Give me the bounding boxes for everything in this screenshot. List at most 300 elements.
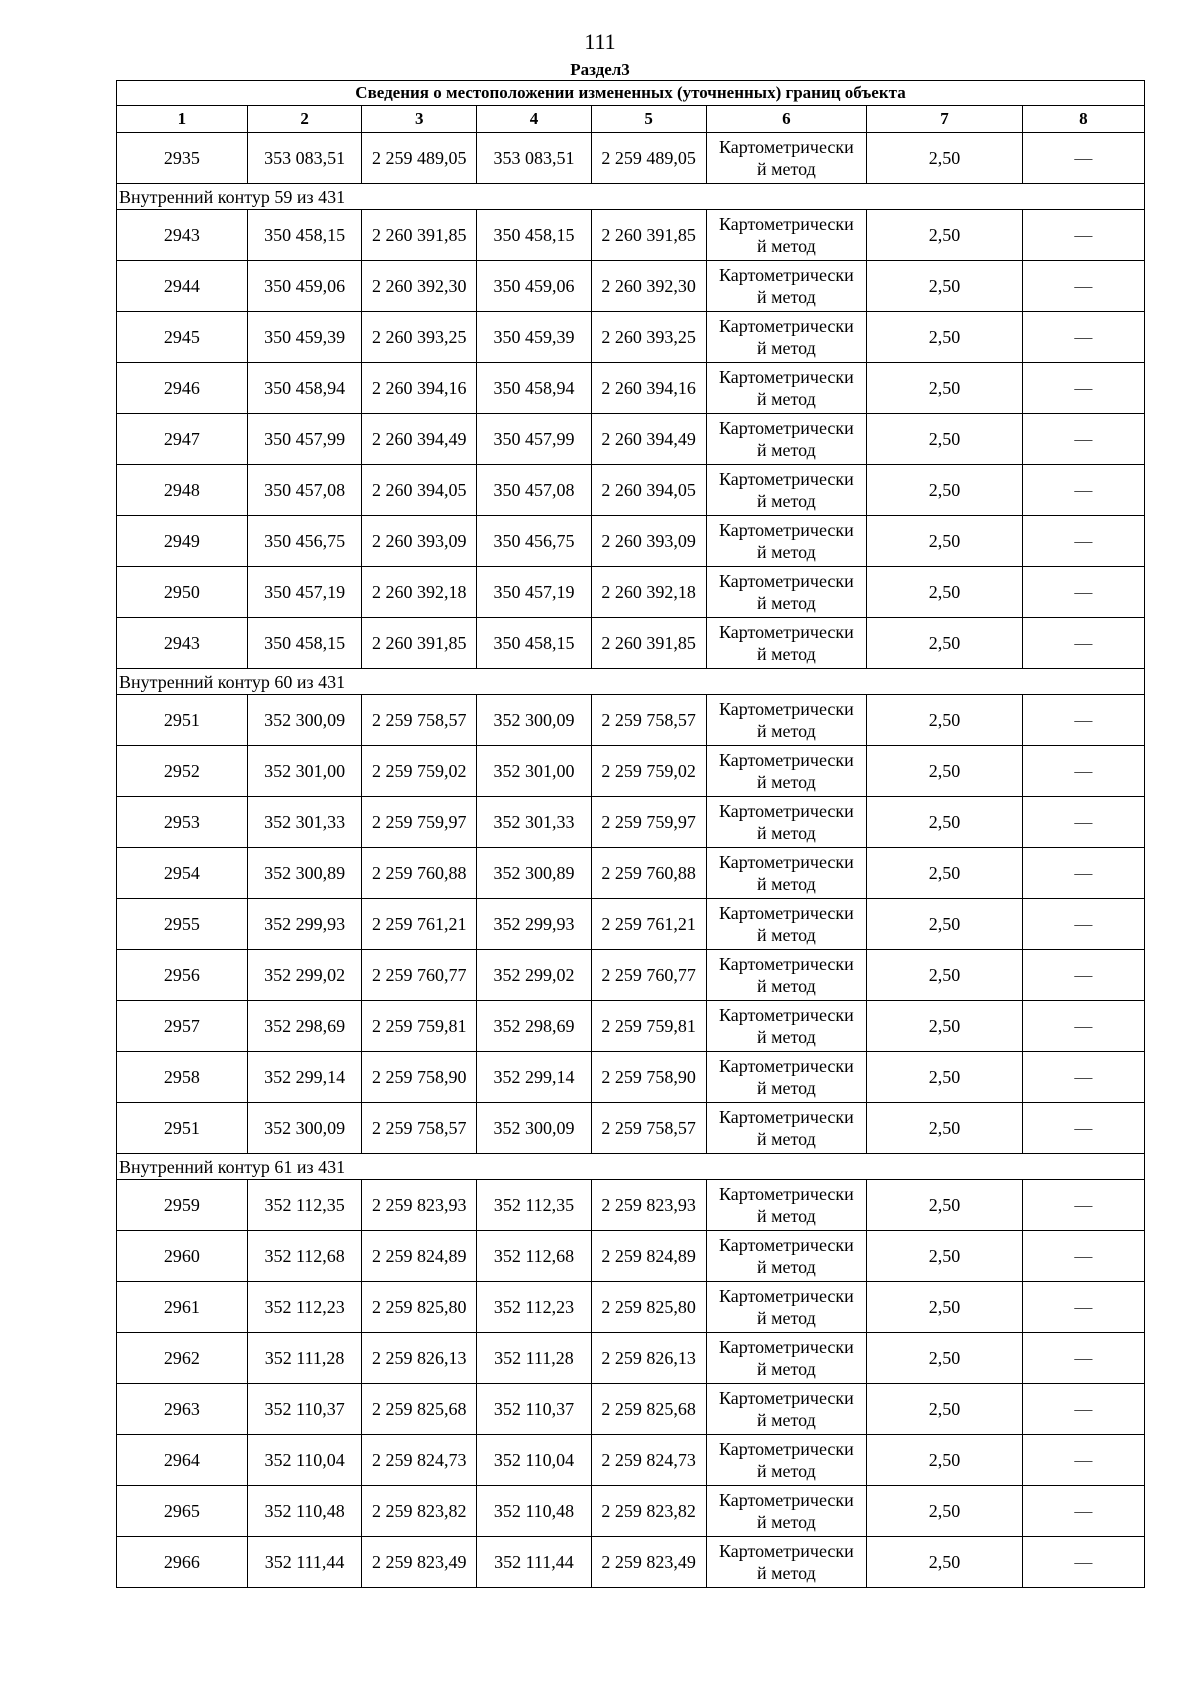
y-updated-cell: 2 259 758,57 [591, 695, 706, 746]
y-updated-cell: 2 259 489,05 [591, 133, 706, 184]
x-updated-cell: 350 457,19 [477, 567, 592, 618]
accuracy-cell: 2,50 [867, 1103, 1022, 1154]
section-title: Раздел3 [570, 60, 630, 79]
y-existing-cell: 2 259 825,80 [362, 1282, 477, 1333]
y-updated-cell: 2 259 758,57 [591, 1103, 706, 1154]
contour-header-row [117, 1154, 1145, 1180]
method-line-2: й метод [757, 1461, 816, 1481]
x-existing-cell: 352 112,35 [247, 1180, 362, 1231]
method-line-1: Картометрически [719, 1337, 854, 1357]
accuracy-cell: 2,50 [867, 363, 1022, 414]
method-line-1: Картометрически [719, 1184, 854, 1204]
y-updated-cell: 2 260 394,05 [591, 465, 706, 516]
y-updated-cell: 2 259 825,80 [591, 1282, 706, 1333]
x-updated-cell: 350 458,94 [477, 363, 592, 414]
y-updated-cell: 2 259 823,82 [591, 1486, 706, 1537]
y-existing-cell: 2 259 823,93 [362, 1180, 477, 1231]
x-updated-cell: 350 459,39 [477, 312, 592, 363]
note-cell: — [1022, 1486, 1144, 1537]
accuracy-cell: 2,50 [867, 516, 1022, 567]
note-cell: — [1022, 848, 1144, 899]
x-updated-cell: 352 112,23 [477, 1282, 592, 1333]
y-existing-cell: 2 260 392,18 [362, 567, 477, 618]
accuracy-cell: 2,50 [867, 210, 1022, 261]
method-line-1: Картометрически [719, 265, 854, 285]
method-line-1: Картометрически [719, 1056, 854, 1076]
accuracy-cell: 2,50 [867, 618, 1022, 669]
method-line-2: й метод [757, 159, 816, 179]
point-number-cell: 2945 [117, 312, 248, 363]
method-line-1: Картометрически [719, 137, 854, 157]
point-number-cell: 2963 [117, 1384, 248, 1435]
table-row [117, 797, 1145, 848]
table-row [117, 618, 1145, 669]
point-number-cell: 2959 [117, 1180, 248, 1231]
note-cell: — [1022, 210, 1144, 261]
table-row [117, 1231, 1145, 1282]
y-existing-cell: 2 259 759,97 [362, 797, 477, 848]
y-updated-cell: 2 260 391,85 [591, 618, 706, 669]
column-number: 1 [117, 106, 248, 133]
table-row [117, 210, 1145, 261]
x-updated-cell: 353 083,51 [477, 133, 592, 184]
y-existing-cell: 2 259 760,88 [362, 848, 477, 899]
point-number-cell: 2958 [117, 1052, 248, 1103]
y-existing-cell: 2 259 760,77 [362, 950, 477, 1001]
point-number-cell: 2965 [117, 1486, 248, 1537]
table-row [117, 261, 1145, 312]
method-line-2: й метод [757, 1308, 816, 1328]
table-row [117, 1282, 1145, 1333]
x-updated-cell: 350 458,15 [477, 618, 592, 669]
y-updated-cell: 2 259 824,89 [591, 1231, 706, 1282]
method-cell [706, 465, 867, 516]
method-cell [706, 1486, 867, 1537]
accuracy-cell: 2,50 [867, 1384, 1022, 1435]
y-existing-cell: 2 260 394,05 [362, 465, 477, 516]
accuracy-cell: 2,50 [867, 312, 1022, 363]
table-row [117, 1052, 1145, 1103]
note-cell: — [1022, 261, 1144, 312]
accuracy-cell: 2,50 [867, 133, 1022, 184]
x-updated-cell: 352 110,04 [477, 1435, 592, 1486]
y-updated-cell: 2 259 759,97 [591, 797, 706, 848]
table-row [117, 516, 1145, 567]
point-number-cell: 2951 [117, 1103, 248, 1154]
table-body [117, 81, 1145, 1588]
x-existing-cell: 350 458,15 [247, 210, 362, 261]
method-cell [706, 261, 867, 312]
accuracy-cell: 2,50 [867, 797, 1022, 848]
x-updated-cell: 350 458,15 [477, 210, 592, 261]
column-number-row [117, 106, 1145, 133]
point-number-cell: 2952 [117, 746, 248, 797]
table-row [117, 1103, 1145, 1154]
column-number: 5 [591, 106, 706, 133]
column-number: 6 [706, 106, 867, 133]
note-cell: — [1022, 695, 1144, 746]
note-cell: — [1022, 797, 1144, 848]
method-line-2: й метод [757, 440, 816, 460]
accuracy-cell: 2,50 [867, 1486, 1022, 1537]
table-row [117, 414, 1145, 465]
y-existing-cell: 2 259 824,89 [362, 1231, 477, 1282]
x-existing-cell: 352 111,28 [247, 1333, 362, 1384]
method-line-1: Картометрически [719, 367, 854, 387]
method-line-1: Картометрически [719, 214, 854, 234]
y-updated-cell: 2 259 823,93 [591, 1180, 706, 1231]
point-number-cell: 2964 [117, 1435, 248, 1486]
y-existing-cell: 2 259 489,05 [362, 133, 477, 184]
x-existing-cell: 350 457,99 [247, 414, 362, 465]
method-cell [706, 1333, 867, 1384]
y-updated-cell: 2 260 393,09 [591, 516, 706, 567]
note-cell: — [1022, 312, 1144, 363]
method-line-1: Картометрически [719, 1286, 854, 1306]
method-cell [706, 746, 867, 797]
method-cell [706, 1384, 867, 1435]
column-number: 3 [362, 106, 477, 133]
y-existing-cell: 2 259 759,81 [362, 1001, 477, 1052]
table-row [117, 1180, 1145, 1231]
table-caption: Сведения о местоположении измененных (уточненных) границ объекта [117, 81, 1145, 106]
x-updated-cell: 350 457,08 [477, 465, 592, 516]
x-updated-cell: 352 111,44 [477, 1537, 592, 1588]
point-number-cell: 2944 [117, 261, 248, 312]
x-updated-cell: 352 301,33 [477, 797, 592, 848]
point-number-cell: 2962 [117, 1333, 248, 1384]
y-updated-cell: 2 259 760,77 [591, 950, 706, 1001]
accuracy-cell: 2,50 [867, 1333, 1022, 1384]
table-row [117, 312, 1145, 363]
method-line-1: Картометрически [719, 852, 854, 872]
method-cell [706, 1282, 867, 1333]
x-existing-cell: 352 300,09 [247, 1103, 362, 1154]
method-cell [706, 848, 867, 899]
method-cell [706, 950, 867, 1001]
note-cell: — [1022, 133, 1144, 184]
method-line-2: й метод [757, 491, 816, 511]
note-cell: — [1022, 465, 1144, 516]
x-existing-cell: 352 110,48 [247, 1486, 362, 1537]
method-line-1: Картометрически [719, 1107, 854, 1127]
method-cell [706, 1103, 867, 1154]
method-line-2: й метод [757, 542, 816, 562]
method-line-2: й метод [757, 925, 816, 945]
method-line-1: Картометрически [719, 1005, 854, 1025]
note-cell: — [1022, 1103, 1144, 1154]
y-existing-cell: 2 260 393,25 [362, 312, 477, 363]
point-number-cell: 2953 [117, 797, 248, 848]
method-cell [706, 1435, 867, 1486]
y-existing-cell: 2 260 391,85 [362, 210, 477, 261]
y-existing-cell: 2 260 394,16 [362, 363, 477, 414]
x-existing-cell: 350 459,39 [247, 312, 362, 363]
x-updated-cell: 352 299,02 [477, 950, 592, 1001]
column-number: 2 [247, 106, 362, 133]
point-number-cell: 2951 [117, 695, 248, 746]
method-line-2: й метод [757, 236, 816, 256]
method-line-1: Картометрически [719, 1388, 854, 1408]
y-updated-cell: 2 260 392,18 [591, 567, 706, 618]
point-number-cell: 2943 [117, 618, 248, 669]
method-line-2: й метод [757, 1206, 816, 1226]
accuracy-cell: 2,50 [867, 695, 1022, 746]
method-line-2: й метод [757, 1359, 816, 1379]
table-row [117, 746, 1145, 797]
contour-header-row [117, 669, 1145, 695]
y-existing-cell: 2 259 758,57 [362, 695, 477, 746]
x-updated-cell: 350 456,75 [477, 516, 592, 567]
note-cell: — [1022, 1333, 1144, 1384]
table-row [117, 899, 1145, 950]
x-existing-cell: 352 300,89 [247, 848, 362, 899]
x-existing-cell: 352 301,00 [247, 746, 362, 797]
x-updated-cell: 352 301,00 [477, 746, 592, 797]
x-updated-cell: 352 300,09 [477, 1103, 592, 1154]
note-cell: — [1022, 414, 1144, 465]
y-updated-cell: 2 260 394,16 [591, 363, 706, 414]
column-number: 4 [477, 106, 592, 133]
point-number-cell: 2943 [117, 210, 248, 261]
note-cell: — [1022, 1384, 1144, 1435]
table-row [117, 465, 1145, 516]
method-line-2: й метод [757, 1563, 816, 1583]
method-cell [706, 312, 867, 363]
y-existing-cell: 2 260 392,30 [362, 261, 477, 312]
x-updated-cell: 352 112,68 [477, 1231, 592, 1282]
note-cell: — [1022, 950, 1144, 1001]
method-cell [706, 1001, 867, 1052]
point-number-cell: 2957 [117, 1001, 248, 1052]
method-line-1: Картометрически [719, 469, 854, 489]
method-line-1: Картометрически [719, 903, 854, 923]
method-line-2: й метод [757, 593, 816, 613]
method-line-2: й метод [757, 1027, 816, 1047]
method-line-1: Картометрически [719, 1490, 854, 1510]
method-line-1: Картометрически [719, 750, 854, 770]
contour-label: Внутренний контур 59 из 431 [117, 184, 1145, 210]
column-number: 7 [867, 106, 1022, 133]
x-updated-cell: 350 457,99 [477, 414, 592, 465]
point-number-cell: 2950 [117, 567, 248, 618]
note-cell: — [1022, 1231, 1144, 1282]
point-number-cell: 2948 [117, 465, 248, 516]
x-existing-cell: 350 457,08 [247, 465, 362, 516]
accuracy-cell: 2,50 [867, 1282, 1022, 1333]
x-existing-cell: 350 459,06 [247, 261, 362, 312]
x-existing-cell: 352 112,23 [247, 1282, 362, 1333]
method-cell [706, 899, 867, 950]
x-updated-cell: 352 300,89 [477, 848, 592, 899]
y-existing-cell: 2 260 394,49 [362, 414, 477, 465]
accuracy-cell: 2,50 [867, 465, 1022, 516]
method-line-2: й метод [757, 823, 816, 843]
method-cell [706, 1537, 867, 1588]
x-existing-cell: 352 299,02 [247, 950, 362, 1001]
contour-header-row [117, 184, 1145, 210]
point-number-cell: 2935 [117, 133, 248, 184]
x-existing-cell: 350 457,19 [247, 567, 362, 618]
note-cell: — [1022, 1435, 1144, 1486]
y-updated-cell: 2 259 825,68 [591, 1384, 706, 1435]
method-line-1: Картометрически [719, 1439, 854, 1459]
point-number-cell: 2956 [117, 950, 248, 1001]
note-cell: — [1022, 1282, 1144, 1333]
note-cell: — [1022, 1052, 1144, 1103]
table-row [117, 1384, 1145, 1435]
x-existing-cell: 352 298,69 [247, 1001, 362, 1052]
y-updated-cell: 2 259 758,90 [591, 1052, 706, 1103]
table-caption-row [117, 81, 1145, 106]
x-updated-cell: 352 299,93 [477, 899, 592, 950]
table-row [117, 848, 1145, 899]
method-line-2: й метод [757, 976, 816, 996]
table-row [117, 567, 1145, 618]
note-cell: — [1022, 567, 1144, 618]
method-cell [706, 567, 867, 618]
x-updated-cell: 352 110,37 [477, 1384, 592, 1435]
accuracy-cell: 2,50 [867, 1052, 1022, 1103]
x-updated-cell: 350 459,06 [477, 261, 592, 312]
table-row [117, 363, 1145, 414]
note-cell: — [1022, 1001, 1144, 1052]
contour-label: Внутренний контур 61 из 431 [117, 1154, 1145, 1180]
accuracy-cell: 2,50 [867, 746, 1022, 797]
x-updated-cell: 352 300,09 [477, 695, 592, 746]
table-row [117, 133, 1145, 184]
point-number-cell: 2955 [117, 899, 248, 950]
method-cell [706, 133, 867, 184]
accuracy-cell: 2,50 [867, 848, 1022, 899]
x-updated-cell: 352 299,14 [477, 1052, 592, 1103]
method-cell [706, 414, 867, 465]
point-number-cell: 2947 [117, 414, 248, 465]
y-existing-cell: 2 259 826,13 [362, 1333, 477, 1384]
method-line-2: й метод [757, 1129, 816, 1149]
y-updated-cell: 2 260 394,49 [591, 414, 706, 465]
method-line-1: Картометрически [719, 1235, 854, 1255]
accuracy-cell: 2,50 [867, 1537, 1022, 1588]
y-existing-cell: 2 259 758,57 [362, 1103, 477, 1154]
point-number-cell: 2966 [117, 1537, 248, 1588]
note-cell: — [1022, 618, 1144, 669]
method-cell [706, 1052, 867, 1103]
method-line-2: й метод [757, 389, 816, 409]
y-existing-cell: 2 259 823,82 [362, 1486, 477, 1537]
accuracy-cell: 2,50 [867, 567, 1022, 618]
y-existing-cell: 2 259 823,49 [362, 1537, 477, 1588]
method-line-1: Картометрически [719, 954, 854, 974]
y-updated-cell: 2 260 393,25 [591, 312, 706, 363]
y-existing-cell: 2 259 825,68 [362, 1384, 477, 1435]
method-line-1: Картометрически [719, 801, 854, 821]
x-updated-cell: 352 112,35 [477, 1180, 592, 1231]
method-line-2: й метод [757, 874, 816, 894]
table-row [117, 695, 1145, 746]
y-existing-cell: 2 259 761,21 [362, 899, 477, 950]
y-updated-cell: 2 259 759,81 [591, 1001, 706, 1052]
method-line-1: Картометрически [719, 571, 854, 591]
x-existing-cell: 352 300,09 [247, 695, 362, 746]
accuracy-cell: 2,50 [867, 1180, 1022, 1231]
point-number-cell: 2954 [117, 848, 248, 899]
point-number-cell: 2949 [117, 516, 248, 567]
method-cell [706, 618, 867, 669]
method-cell [706, 363, 867, 414]
method-line-2: й метод [757, 338, 816, 358]
method-line-2: й метод [757, 1078, 816, 1098]
x-updated-cell: 352 111,28 [477, 1333, 592, 1384]
x-existing-cell: 353 083,51 [247, 133, 362, 184]
note-cell: — [1022, 1180, 1144, 1231]
y-existing-cell: 2 260 391,85 [362, 618, 477, 669]
y-updated-cell: 2 260 392,30 [591, 261, 706, 312]
contour-label: Внутренний контур 60 из 431 [117, 669, 1145, 695]
x-existing-cell: 350 458,15 [247, 618, 362, 669]
accuracy-cell: 2,50 [867, 950, 1022, 1001]
method-line-2: й метод [757, 772, 816, 792]
table-row [117, 1537, 1145, 1588]
x-updated-cell: 352 298,69 [477, 1001, 592, 1052]
method-cell [706, 1180, 867, 1231]
y-updated-cell: 2 260 391,85 [591, 210, 706, 261]
method-cell [706, 695, 867, 746]
method-cell [706, 210, 867, 261]
table-row [117, 1333, 1145, 1384]
table-row [117, 1435, 1145, 1486]
column-number: 8 [1022, 106, 1144, 133]
x-existing-cell: 352 110,04 [247, 1435, 362, 1486]
x-existing-cell: 352 110,37 [247, 1384, 362, 1435]
method-line-2: й метод [757, 644, 816, 664]
point-number-cell: 2960 [117, 1231, 248, 1282]
accuracy-cell: 2,50 [867, 1435, 1022, 1486]
accuracy-cell: 2,50 [867, 414, 1022, 465]
point-number-cell: 2961 [117, 1282, 248, 1333]
x-existing-cell: 350 458,94 [247, 363, 362, 414]
x-existing-cell: 352 301,33 [247, 797, 362, 848]
method-cell [706, 1231, 867, 1282]
method-line-1: Картометрически [719, 520, 854, 540]
method-line-2: й метод [757, 721, 816, 741]
table-row [117, 1486, 1145, 1537]
method-line-2: й метод [757, 1257, 816, 1277]
y-updated-cell: 2 259 823,49 [591, 1537, 706, 1588]
x-existing-cell: 350 456,75 [247, 516, 362, 567]
y-updated-cell: 2 259 824,73 [591, 1435, 706, 1486]
method-line-1: Картометрически [719, 622, 854, 642]
y-updated-cell: 2 259 761,21 [591, 899, 706, 950]
y-updated-cell: 2 259 826,13 [591, 1333, 706, 1384]
method-line-2: й метод [757, 287, 816, 307]
y-updated-cell: 2 259 759,02 [591, 746, 706, 797]
y-updated-cell: 2 259 760,88 [591, 848, 706, 899]
accuracy-cell: 2,50 [867, 261, 1022, 312]
x-existing-cell: 352 299,93 [247, 899, 362, 950]
method-line-1: Картометрически [719, 418, 854, 438]
y-existing-cell: 2 259 759,02 [362, 746, 477, 797]
note-cell: — [1022, 363, 1144, 414]
accuracy-cell: 2,50 [867, 1001, 1022, 1052]
method-cell [706, 797, 867, 848]
note-cell: — [1022, 899, 1144, 950]
page-number: 111 [584, 29, 616, 54]
accuracy-cell: 2,50 [867, 899, 1022, 950]
x-existing-cell: 352 112,68 [247, 1231, 362, 1282]
method-line-1: Картометрически [719, 1541, 854, 1561]
boundary-coordinates-table [116, 80, 1145, 1588]
